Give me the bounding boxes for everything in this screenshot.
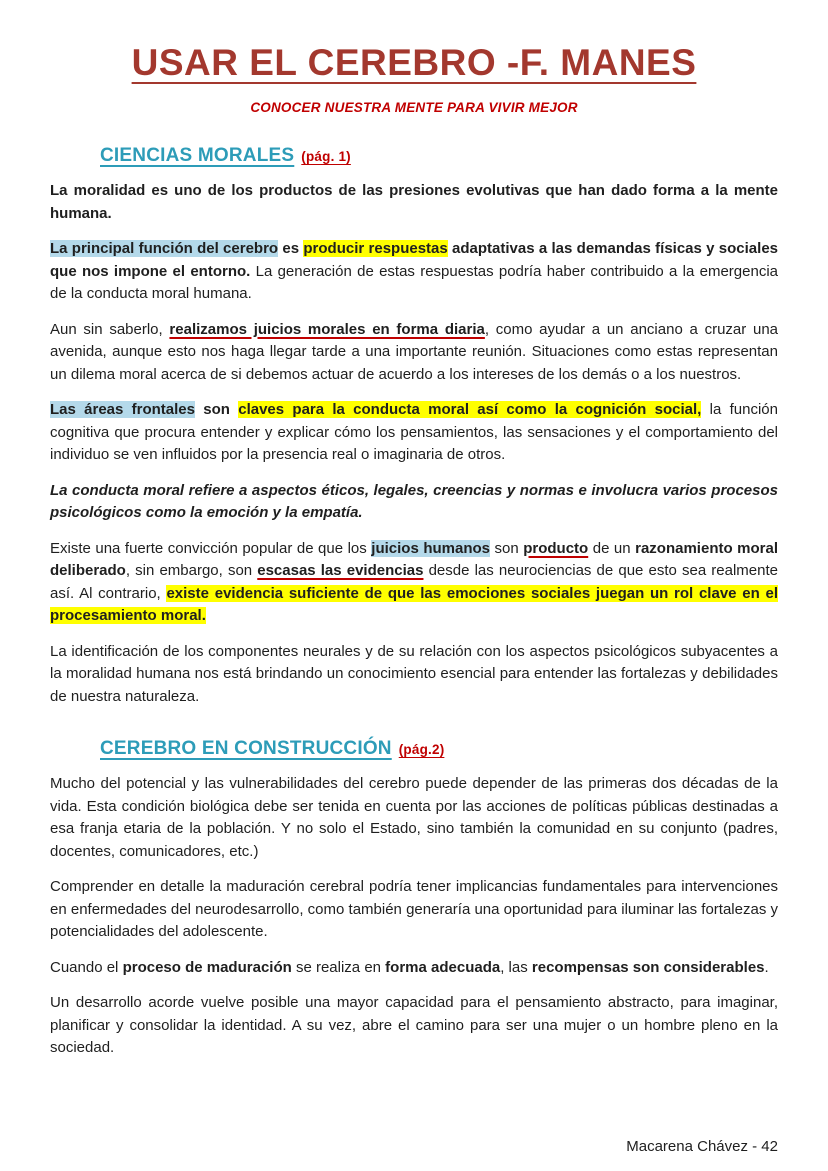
text-run: , como ayudar a un anciano a cruzar una avenida, aunque esto nos haga llegar tarde a una importante reunión. Situaciones como estas representan un dilema moral acerca de si debemos actuar de acuerdo a los intereses de los demás o a los nuestros. [50, 320, 779, 383]
page-footer: Macarena Chávez - 42 [626, 1138, 778, 1155]
text-run: se realiza en [291, 958, 386, 976]
paragraph [50, 319, 778, 387]
section-heading [100, 145, 778, 167]
section-page-ref: (pág. 1) [301, 149, 351, 164]
text-run: La generación de estas respuestas podría haber contribuido a la emergencia de la conducta moral humana. [50, 262, 778, 302]
text-run: La identificación de los componentes neurales y de su relación con los aspectos psicológicos subyacentes a la moralidad humana nos está brindando un conocimiento esencial para entender las fortalezas y debilidades de nuestra naturaleza. [50, 642, 778, 705]
text-run: realizamos juicios morales en forma diaria [169, 320, 485, 338]
paragraph [50, 992, 778, 1060]
text-run: Cuando el [50, 958, 123, 976]
text-run: producto [523, 539, 589, 557]
text-run: La conducta moral refiere a aspectos éticos, legales, creencias y normas e involucra varios procesos psicológicos como la emoción y la empatía. [50, 481, 778, 521]
text-run: adaptativas a las demandas físicas y sociales que nos impone el entorno. [50, 240, 779, 280]
paragraph [50, 957, 778, 980]
section-heading [100, 738, 778, 760]
text-run: juicios humanos [371, 539, 490, 557]
document-body [50, 145, 778, 1060]
text-run: la función cognitiva que procura entender y explicar cómo los pensamientos, las sensaciones y el comportamiento del individuo se ven influidos por la presencia real o imaginaria de otros. [50, 401, 778, 463]
paragraph [50, 238, 778, 306]
text-run: es [278, 240, 304, 257]
paragraph [50, 876, 778, 944]
section-heading-text: CEREBRO EN CONSTRUCCIÓN [100, 738, 392, 759]
paragraph [50, 399, 778, 467]
text-run: , las [500, 958, 532, 976]
text-run: Aun sin saberlo, [50, 320, 170, 338]
document-title: USAR EL CEREBRO -F. MANES [131, 42, 697, 83]
text-run: recompensas son considerables [531, 958, 765, 976]
text-run: Mucho del potencial y las vulnerabilidades del cerebro puede depender de las primeras dos décadas de la vida. Esta condición biológica debe ser tenida en cuenta por las acciones de políticas públicas destinadas a esa franja etaria de la población. Y no solo el Estado, sino también la comunidad en su conjunto (padres, docentes, comunicadores, etc.) [50, 775, 778, 860]
paragraph [50, 480, 778, 525]
document-subtitle: CONOCER NUESTRA MENTE PARA VIVIR MEJOR [250, 100, 578, 115]
text-run: La principal función del cerebro [50, 240, 279, 257]
text-run: . [764, 958, 769, 976]
text-run: escasas las evidencias [257, 562, 424, 579]
text-run: Existe una fuerte convicción popular de que los [50, 539, 372, 557]
text-run: de un [588, 539, 636, 557]
text-run: producir respuestas [303, 240, 448, 257]
text-run: proceso de maduración [122, 958, 292, 976]
text-run: son [490, 539, 524, 557]
text-run: existe evidencia suficiente de que las emociones sociales juegan un rol clave en el procesamiento moral. [50, 584, 778, 624]
text-run: Un desarrollo acorde vuelve posible una mayor capacidad para el pensamiento abstracto, para imaginar, planificar y consolidar la identidad. A su vez, abre el camino para ser una mujer o un hombre pleno en la sociedad. [50, 994, 778, 1056]
text-run: son [194, 401, 239, 418]
section-heading-text: CIENCIAS MORALES [100, 145, 295, 166]
paragraph [50, 641, 778, 709]
section-page-ref: (pág.2) [398, 742, 445, 757]
text-run: desde las neurociencias de que esto sea realmente así. Al contrario, [50, 562, 779, 602]
text-run: forma adecuada [385, 958, 501, 976]
text-run: La moralidad es uno de los productos de las presiones evolutivas que han dado forma a la mente humana. [50, 182, 778, 222]
text-run: Las áreas frontales [50, 401, 195, 418]
text-run: , sin embargo, son [125, 562, 258, 579]
text-run: Comprender en detalle la maduración cerebral podría tener implicancias fundamentales para intervenciones en enfermedades del neurodesarrollo, como también generaría una oportunidad para iluminar las fortalezas y potencialidades del adolescente. [50, 878, 778, 940]
paragraph [50, 180, 778, 225]
text-run: claves para la conducta moral así como la cognición social, [238, 401, 702, 418]
text-run: razonamiento moral deliberado [50, 539, 778, 579]
paragraph [50, 538, 778, 628]
paragraph [50, 773, 778, 863]
